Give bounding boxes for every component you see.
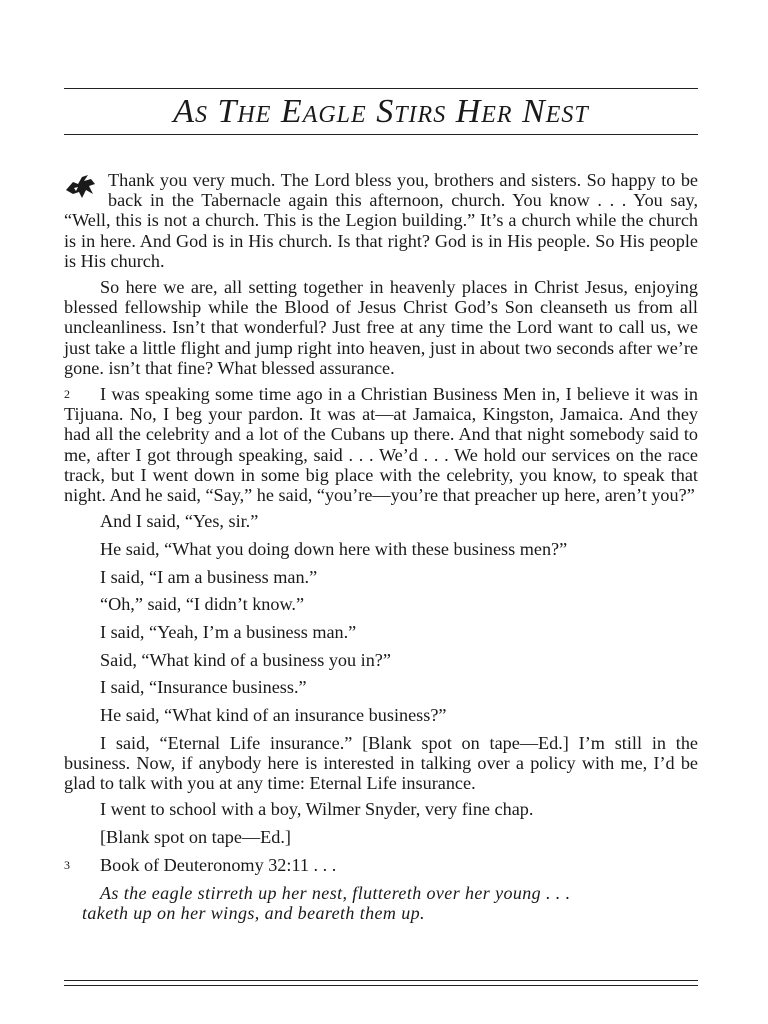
paragraph-1: Thank you very much. The Lord bless you, brothers and sisters. So happy to be back in the Tabernacle again this afternoon, church. You know . . . You say, “Well, this is not a church. This is the Legion building.” It’s a church while the church is in here. And God is in His church. Is that right? God is in His people. So His people is His church. — [64, 170, 698, 271]
scripture-quote — [82, 882, 698, 924]
paragraph-6: I said, “I am a business man.” — [100, 566, 318, 587]
quote-line-1: As the eagle stirreth up her nest, fluttereth over her young . . . — [100, 882, 571, 903]
eagle-icon — [64, 172, 98, 202]
paragraph-4: And I said, “Yes, sir.” — [100, 511, 259, 532]
paragraph-9: Said, “What kind of a business you in?” — [100, 649, 391, 670]
quote-line-2: taketh up on her wings, and beareth them up. — [82, 903, 425, 924]
paragraph-11: He said, “What kind of an insurance business?” — [100, 705, 447, 726]
sermon-body — [64, 170, 698, 924]
paragraph-15: 3 Book of Deuteronomy 32:11 . . . — [64, 854, 337, 875]
paragraph-2: So here we are, all setting together in heavenly places in Christ Jesus, enjoying blessed fellowship while the Blood of Jesus Christ God’s Son cleanseth us from all uncleanliness. Isn’t that wonderful? Just free at any time the Lord want to call us, we just take a little flight and jump right into heaven, just in about two seconds after we’re gone. isn’t that fine? What blessed assurance. — [64, 277, 698, 378]
top-rule — [64, 88, 698, 89]
title-underline — [64, 134, 698, 135]
paragraph-7: “Oh,” said, “I didn’t know.” — [100, 594, 305, 615]
paragraph-number: 2 — [64, 387, 70, 402]
paragraph-5: He said, “What you doing down here with these business men?” — [100, 538, 568, 559]
paragraph-14: [Blank spot on tape—Ed.] — [100, 827, 291, 848]
paragraph-8: I said, “Yeah, I’m a business man.” — [100, 622, 357, 643]
paragraph-12: I said, “Eternal Life insurance.” [Blank spot on tape—Ed.] I’m still in the business. Now, if anybody here is interested in talking over a policy with me, I’d be glad to talk with you at any time: Eternal Life insurance. — [64, 732, 698, 794]
paragraph-3: 2 I was speaking some time ago in a Christian Business Men in, I believe it was in Tijuana. No, I beg your pardon. It was at—at Jamaica, Kingston, Jamaica. And they had all the celebrity and a lot of the Cubans up there. And that night somebody said to me, after I got through speaking, said . . . We’d . . . We hold our services on the race track, but I went down in some big place with the celebrity, you know, to speak that night. And he said, “Say,” he said, “you’re—you’re that preacher up here, aren’t you?” — [64, 384, 698, 506]
bottom-double-rule — [64, 980, 698, 986]
paragraph-13: I went to school with a boy, Wilmer Snyder, very fine chap. — [100, 799, 534, 820]
paragraph-number: 3 — [64, 857, 70, 872]
paragraph-10: I said, “Insurance business.” — [100, 677, 307, 698]
page-title: As The Eagle Stirs Her Nest — [173, 93, 589, 130]
